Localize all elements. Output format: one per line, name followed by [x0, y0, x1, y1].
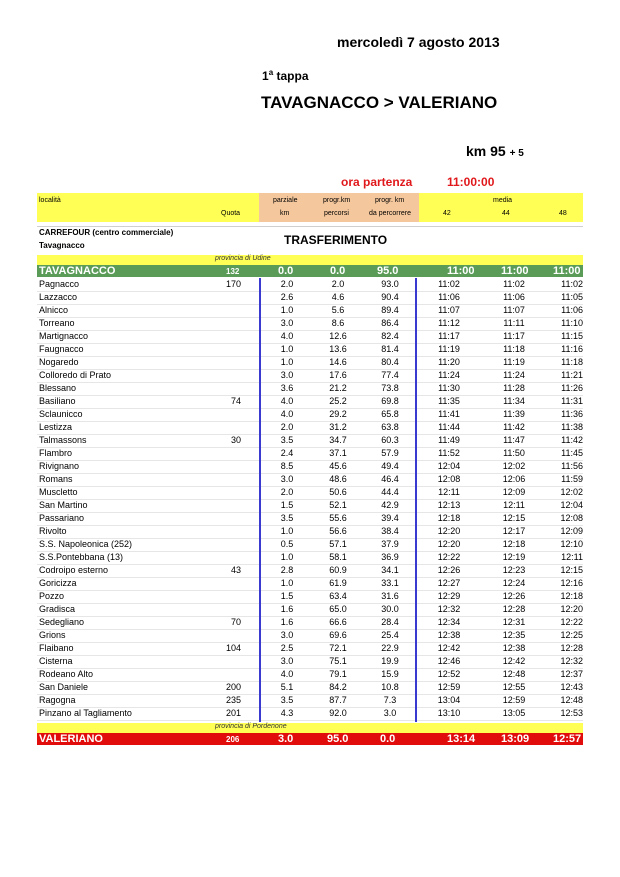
cell-percorsi: 5.6 — [331, 305, 345, 315]
cell-t48: 12:37 — [560, 669, 583, 679]
cell-parziale: 3.0 — [280, 370, 294, 380]
cell-name: Muscletto — [39, 487, 78, 497]
cell-quota: 43 — [230, 565, 241, 575]
cell-percorsi: 14.6 — [329, 357, 347, 367]
cell-name: S.S. Napoleonica (252) — [39, 539, 133, 549]
stage-suffix: a — [268, 68, 274, 77]
cell-t44: 12:48 — [502, 669, 526, 679]
cell-t44: 11:17 — [503, 331, 525, 341]
cell-name: Flaibano — [39, 643, 74, 653]
cell-parziale: 2.4 — [280, 448, 294, 458]
cell-t44: 12:55 — [502, 682, 526, 692]
cell-parziale: 1.0 — [280, 357, 294, 367]
cell-t48: 11:10 — [561, 318, 583, 328]
cell-t44: 12:26 — [502, 591, 526, 601]
cell-t44: 12:59 — [502, 695, 526, 705]
cell-da-percorrere: 31.6 — [381, 591, 399, 601]
start-place-line2: Tavagnacco — [39, 241, 85, 250]
cell-t48: 12:09 — [560, 526, 583, 536]
cell-name: Rivignano — [39, 461, 80, 471]
cell-t48: 12:10 — [560, 539, 583, 549]
cell-percorsi: 31.2 — [329, 422, 347, 432]
cell-parziale: 3.0 — [280, 656, 294, 666]
cell-name: S.S.Pontebbana (13) — [39, 552, 124, 562]
cell-t48: 12:20 — [560, 604, 583, 614]
cell-parziale: 1.5 — [280, 500, 294, 510]
table-header — [37, 193, 583, 222]
cell-t44: 12:17 — [502, 526, 526, 536]
cell-t44: 12:18 — [502, 539, 526, 549]
start-row-t42: 11:00 — [447, 265, 475, 277]
cell-quota: 74 — [230, 396, 241, 406]
cell-da-percorrere: 49.4 — [381, 461, 399, 471]
cell-t42: 11:07 — [438, 305, 460, 315]
cell-t48: 11:56 — [561, 461, 583, 471]
cell-da-percorrere: 30.0 — [381, 604, 399, 614]
cell-name: Blessano — [39, 383, 77, 393]
cell-parziale: 3.5 — [280, 435, 294, 445]
cell-parziale: 1.0 — [280, 344, 294, 354]
cell-parziale: 3.0 — [280, 318, 294, 328]
cell-t42: 12:34 — [437, 617, 461, 627]
distance-label — [466, 143, 524, 159]
cell-t48: 11:26 — [561, 383, 583, 393]
cell-t48: 11:16 — [561, 344, 583, 354]
cell-da-percorrere: 15.9 — [381, 669, 399, 679]
date-heading: mercoledì 7 agosto 2013 — [337, 34, 500, 50]
stage-number: 1 — [262, 69, 269, 83]
cell-percorsi: 75.1 — [329, 656, 347, 666]
cell-t48: 12:02 — [560, 487, 583, 497]
header-localita: località — [39, 197, 61, 204]
cell-percorsi: 25.2 — [329, 396, 347, 406]
cell-t42: 11:49 — [438, 435, 460, 445]
cell-parziale: 3.0 — [280, 630, 294, 640]
cell-t42: 12:46 — [437, 656, 461, 666]
cell-name: Pozzo — [39, 591, 65, 601]
end-row-parziale: 3.0 — [278, 733, 294, 745]
departure-label: ora partenza — [341, 175, 413, 189]
cell-t42: 12:27 — [437, 578, 461, 588]
cell-percorsi: 17.6 — [329, 370, 347, 380]
cell-da-percorrere: 73.8 — [381, 383, 399, 393]
cell-parziale: 4.0 — [280, 409, 294, 419]
cell-da-percorrere: 10.8 — [381, 682, 399, 692]
cell-da-percorrere: 39.4 — [381, 513, 399, 523]
header-media: media — [493, 197, 513, 204]
header-parziale: parziale — [273, 197, 298, 204]
cell-t44: 11:02 — [503, 279, 525, 289]
cell-da-percorrere: 65.8 — [381, 409, 399, 419]
cell-name: San Martino — [39, 500, 88, 510]
cell-t44: 11:47 — [503, 435, 525, 445]
end-row-da-percorrere: 0.0 — [380, 733, 396, 745]
cell-name: Flambro — [39, 448, 73, 458]
cell-da-percorrere: 44.4 — [381, 487, 399, 497]
end-row-quota: 206 — [226, 735, 240, 744]
cell-parziale: 2.8 — [280, 565, 294, 575]
cell-parziale: 1.6 — [280, 604, 294, 614]
cell-t48: 12:43 — [560, 682, 583, 692]
cell-name: Grions — [39, 630, 66, 640]
cell-name: Colloredo di Prato — [39, 370, 112, 380]
cell-quota: 30 — [230, 435, 241, 445]
end-row-name: VALERIANO — [39, 733, 103, 745]
cell-t44: 12:11 — [503, 500, 525, 510]
cell-t48: 11:18 — [561, 357, 583, 367]
cell-t44: 11:07 — [503, 305, 525, 315]
cell-parziale: 4.0 — [280, 669, 294, 679]
cell-t42: 12:11 — [438, 487, 460, 497]
cell-t44: 12:15 — [502, 513, 526, 523]
cell-t42: 12:22 — [437, 552, 461, 562]
cell-da-percorrere: 42.9 — [381, 500, 399, 510]
cell-percorsi: 72.1 — [329, 643, 347, 653]
cell-parziale: 3.5 — [280, 513, 294, 523]
cell-t48: 12:15 — [560, 565, 583, 575]
cell-t48: 11:36 — [561, 409, 583, 419]
cell-t48: 12:16 — [560, 578, 583, 588]
cell-t48: 12:04 — [560, 500, 583, 510]
cell-percorsi: 55.6 — [329, 513, 347, 523]
cell-percorsi: 69.6 — [329, 630, 347, 640]
cell-t48: 12:18 — [560, 591, 583, 601]
divider-left — [259, 278, 261, 722]
cell-t42: 12:04 — [437, 461, 461, 471]
cell-da-percorrere: 86.4 — [381, 318, 399, 328]
cell-t48: 11:42 — [561, 435, 583, 445]
cell-quota: 170 — [225, 279, 241, 289]
cell-parziale: 2.0 — [280, 279, 294, 289]
cell-t42: 11:35 — [438, 396, 460, 406]
cell-da-percorrere: 81.4 — [381, 344, 399, 354]
cell-name: Pinzano al Tagliamento — [39, 708, 132, 718]
cell-da-percorrere: 34.1 — [381, 565, 399, 575]
cell-da-percorrere: 90.4 — [381, 292, 399, 302]
header-progr-percorsi-1: progr.km — [323, 197, 351, 204]
cell-name: Alnicco — [39, 305, 69, 315]
cell-t48: 11:06 — [561, 305, 583, 315]
province-start-band — [37, 255, 583, 265]
cell-t48: 12:32 — [560, 656, 583, 666]
cell-parziale: 1.5 — [280, 591, 294, 601]
cell-percorsi: 12.6 — [329, 331, 347, 341]
cell-t48: 12:22 — [560, 617, 583, 627]
cell-t42: 11:30 — [438, 383, 460, 393]
cell-t42: 12:20 — [437, 539, 461, 549]
cell-t44: 12:35 — [502, 630, 526, 640]
cell-name: Sedegliano — [39, 617, 85, 627]
cell-t44: 11:06 — [503, 292, 525, 302]
cell-parziale: 2.6 — [280, 292, 294, 302]
cell-t48: 11:31 — [561, 396, 583, 406]
cell-name: Ragogna — [39, 695, 76, 705]
cell-t42: 11:44 — [438, 422, 460, 432]
cell-name: San Daniele — [39, 682, 89, 692]
cell-da-percorrere: 69.8 — [381, 396, 399, 406]
cell-t44: 12:31 — [502, 617, 526, 627]
cell-da-percorrere: 89.4 — [381, 305, 399, 315]
start-row-t48: 11:00 — [553, 265, 581, 277]
cell-name: Goricizza — [39, 578, 77, 588]
cell-percorsi: 4.6 — [331, 292, 345, 302]
cell-percorsi: 13.6 — [329, 344, 347, 354]
cell-percorsi: 61.9 — [329, 578, 347, 588]
cell-da-percorrere: 82.4 — [381, 331, 399, 341]
cell-t48: 11:45 — [561, 448, 583, 458]
cell-parziale: 4.0 — [280, 396, 294, 406]
cell-t42: 12:26 — [437, 565, 461, 575]
cell-name: Torreano — [39, 318, 75, 328]
start-place-line1: CARREFOUR (centro commerciale) — [39, 228, 174, 237]
cell-name: Talmassons — [39, 435, 87, 445]
cell-name: Pagnacco — [39, 279, 80, 289]
header-progr-da-1: progr. km — [375, 197, 405, 204]
cell-t44: 11:50 — [503, 448, 525, 458]
distance-km: km 95 — [466, 143, 506, 159]
cell-t42: 11:06 — [438, 292, 460, 302]
cell-da-percorrere: 93.0 — [381, 279, 399, 289]
cell-quota: 70 — [230, 617, 241, 627]
cell-parziale: 2.0 — [280, 487, 294, 497]
cell-t42: 12:29 — [437, 591, 461, 601]
cell-percorsi: 52.1 — [329, 500, 347, 510]
divider-right — [415, 278, 417, 722]
cell-t48: 11:38 — [561, 422, 583, 432]
cell-t48: 11:15 — [561, 331, 583, 341]
start-row — [37, 265, 583, 277]
cell-t48: 11:02 — [561, 279, 583, 289]
cell-t42: 12:59 — [437, 682, 461, 692]
cell-t42: 12:38 — [437, 630, 461, 640]
header-quota: Quota — [221, 210, 241, 217]
cell-name: Rivolto — [39, 526, 67, 536]
cell-t42: 12:20 — [437, 526, 461, 536]
cell-quota: 104 — [225, 643, 241, 653]
cell-t44: 11:28 — [503, 383, 525, 393]
cell-da-percorrere: 46.4 — [381, 474, 399, 484]
start-row-t44: 11:00 — [501, 265, 529, 277]
end-row-percorsi: 95.0 — [327, 733, 349, 745]
cell-t48: 12:25 — [560, 630, 583, 640]
cell-t42: 12:13 — [437, 500, 461, 510]
route-title: TAVAGNACCO > VALERIANO — [261, 93, 498, 112]
cell-parziale: 4.0 — [280, 331, 294, 341]
cell-parziale: 2.0 — [280, 422, 294, 432]
cell-da-percorrere: 33.1 — [381, 578, 399, 588]
cell-t42: 12:42 — [437, 643, 461, 653]
province-start-label: provincia di Udine — [215, 255, 271, 262]
cell-name: Sclaunicco — [39, 409, 83, 419]
cell-t42: 12:18 — [437, 513, 461, 523]
header-progr-da-2: da percorrere — [369, 210, 412, 217]
cell-t42: 11:12 — [438, 318, 460, 328]
cell-percorsi: 66.6 — [329, 617, 347, 627]
stage-label — [262, 68, 309, 83]
province-end-band — [37, 723, 583, 733]
cell-t44: 12:24 — [502, 578, 526, 588]
end-row-t44: 13:09 — [501, 733, 530, 745]
cell-t42: 13:04 — [437, 695, 461, 705]
cell-parziale: 1.0 — [280, 578, 294, 588]
cell-parziale: 5.1 — [280, 682, 294, 692]
cell-t42: 13:10 — [437, 708, 461, 718]
cell-da-percorrere: 57.9 — [381, 448, 399, 458]
cell-t42: 12:52 — [437, 669, 461, 679]
cell-percorsi: 56.6 — [329, 526, 347, 536]
cell-t42: 11:41 — [438, 409, 460, 419]
cell-parziale: 4.3 — [280, 708, 294, 718]
cell-da-percorrere: 37.9 — [381, 539, 399, 549]
cell-t44: 11:18 — [503, 344, 525, 354]
cell-da-percorrere: 63.8 — [381, 422, 399, 432]
cell-percorsi: 21.2 — [329, 383, 347, 393]
cell-da-percorrere: 60.3 — [381, 435, 399, 445]
cell-name: Lestizza — [39, 422, 73, 432]
cell-da-percorrere: 80.4 — [381, 357, 399, 367]
header-speed-48: 48 — [559, 210, 567, 217]
cell-quota: 201 — [225, 708, 241, 718]
cell-parziale: 3.5 — [280, 695, 294, 705]
cell-parziale: 1.0 — [280, 305, 294, 315]
start-row-quota: 132 — [226, 267, 240, 276]
cell-percorsi: 79.1 — [329, 669, 347, 679]
cell-percorsi: 58.1 — [329, 552, 347, 562]
cell-parziale: 3.6 — [280, 383, 294, 393]
departure-time: 11:00:00 — [447, 175, 495, 189]
end-row-t48: 12:57 — [553, 733, 582, 745]
cell-percorsi: 84.2 — [329, 682, 347, 692]
cell-parziale: 3.0 — [280, 474, 294, 484]
cell-t44: 11:42 — [503, 422, 525, 432]
cell-t44: 12:42 — [502, 656, 526, 666]
cell-t42: 11:19 — [438, 344, 460, 354]
cell-name: Basiliano — [39, 396, 76, 406]
cell-t42: 12:32 — [437, 604, 461, 614]
cell-name: Gradisca — [39, 604, 76, 614]
cell-percorsi: 63.4 — [329, 591, 347, 601]
cell-percorsi: 37.1 — [329, 448, 347, 458]
cell-t44: 11:24 — [503, 370, 525, 380]
cell-percorsi: 34.7 — [329, 435, 347, 445]
cell-t44: 11:34 — [503, 396, 525, 406]
cell-da-percorrere: 28.4 — [381, 617, 399, 627]
start-row-percorsi: 0.0 — [330, 265, 346, 277]
cell-name: Romans — [39, 474, 73, 484]
distance-extra: + 5 — [509, 148, 524, 159]
end-row-t42: 13:14 — [447, 733, 476, 745]
cell-percorsi: 45.6 — [329, 461, 347, 471]
cell-da-percorrere: 3.0 — [383, 708, 397, 718]
cell-name: Lazzacco — [39, 292, 78, 302]
cell-t48: 12:53 — [560, 708, 583, 718]
cell-t44: 12:19 — [502, 552, 526, 562]
start-row-da-percorrere: 95.0 — [377, 265, 399, 277]
cell-parziale: 0.5 — [280, 539, 294, 549]
cell-name: Nogaredo — [39, 357, 79, 367]
cell-t42: 11:17 — [438, 331, 460, 341]
cell-t48: 11:05 — [561, 292, 583, 302]
cell-t48: 12:11 — [561, 552, 583, 562]
cell-t42: 11:52 — [438, 448, 460, 458]
cell-da-percorrere: 7.3 — [383, 695, 397, 705]
cell-t48: 12:08 — [560, 513, 583, 523]
cell-percorsi: 50.6 — [329, 487, 347, 497]
start-row-parziale: 0.0 — [278, 265, 294, 277]
cell-name: Passariano — [39, 513, 85, 523]
cell-t44: 12:23 — [502, 565, 526, 575]
transfer-label: TRASFERIMENTO — [284, 233, 388, 247]
cell-t44: 13:05 — [502, 708, 526, 718]
cell-percorsi: 8.6 — [331, 318, 345, 328]
cell-t44: 11:19 — [503, 357, 525, 367]
cell-quota: 200 — [225, 682, 241, 692]
cell-name: Codroipo esterno — [39, 565, 109, 575]
cell-da-percorrere: 77.4 — [381, 370, 399, 380]
header-speed-42: 42 — [443, 210, 451, 217]
cell-percorsi: 60.9 — [329, 565, 347, 575]
cell-name: Martignacco — [39, 331, 89, 341]
cell-t42: 11:20 — [438, 357, 460, 367]
start-row-name: TAVAGNACCO — [39, 265, 116, 277]
cell-t44: 11:39 — [503, 409, 525, 419]
cell-percorsi: 48.6 — [329, 474, 347, 484]
cell-parziale: 1.0 — [280, 552, 294, 562]
header-progr-percorsi-2: percorsi — [324, 210, 349, 217]
cell-da-percorrere: 22.9 — [381, 643, 399, 653]
cell-t48: 12:48 — [560, 695, 583, 705]
cell-t48: 11:59 — [561, 474, 583, 484]
cell-t42: 12:08 — [437, 474, 461, 484]
cell-t44: 12:38 — [502, 643, 526, 653]
cell-parziale: 1.6 — [280, 617, 294, 627]
cell-da-percorrere: 38.4 — [381, 526, 399, 536]
cell-percorsi: 2.0 — [331, 279, 345, 289]
cell-percorsi: 87.7 — [329, 695, 347, 705]
header-speed-44: 44 — [502, 210, 510, 217]
cell-parziale: 2.5 — [280, 643, 294, 653]
cell-t42: 11:02 — [438, 279, 460, 289]
cell-name: Rodeano Alto — [39, 669, 94, 679]
cell-da-percorrere: 25.4 — [381, 630, 399, 640]
cell-percorsi: 92.0 — [329, 708, 347, 718]
cell-t44: 12:06 — [502, 474, 526, 484]
cell-t48: 12:28 — [560, 643, 583, 653]
end-row — [37, 733, 583, 745]
cell-percorsi: 65.0 — [329, 604, 347, 614]
cell-percorsi: 57.1 — [329, 539, 347, 549]
cell-t44: 12:28 — [502, 604, 526, 614]
cell-t44: 12:02 — [502, 461, 526, 471]
row-separator — [37, 720, 583, 721]
cell-t44: 11:11 — [503, 318, 525, 328]
cell-t44: 12:09 — [502, 487, 526, 497]
cell-quota: 235 — [225, 695, 241, 705]
cell-parziale: 8.5 — [280, 461, 294, 471]
header-parziale-unit: km — [280, 210, 290, 217]
cell-da-percorrere: 19.9 — [381, 656, 399, 666]
cell-name: Cisterna — [39, 656, 73, 666]
cell-percorsi: 29.2 — [329, 409, 347, 419]
cell-parziale: 1.0 — [280, 526, 294, 536]
cell-t48: 11:21 — [561, 370, 583, 380]
province-end-label: provincia di Pordenone — [215, 723, 287, 730]
cell-da-percorrere: 36.9 — [381, 552, 399, 562]
cell-name: Faugnacco — [39, 344, 84, 354]
stage-word: tappa — [276, 69, 309, 83]
cell-t42: 11:24 — [438, 370, 460, 380]
